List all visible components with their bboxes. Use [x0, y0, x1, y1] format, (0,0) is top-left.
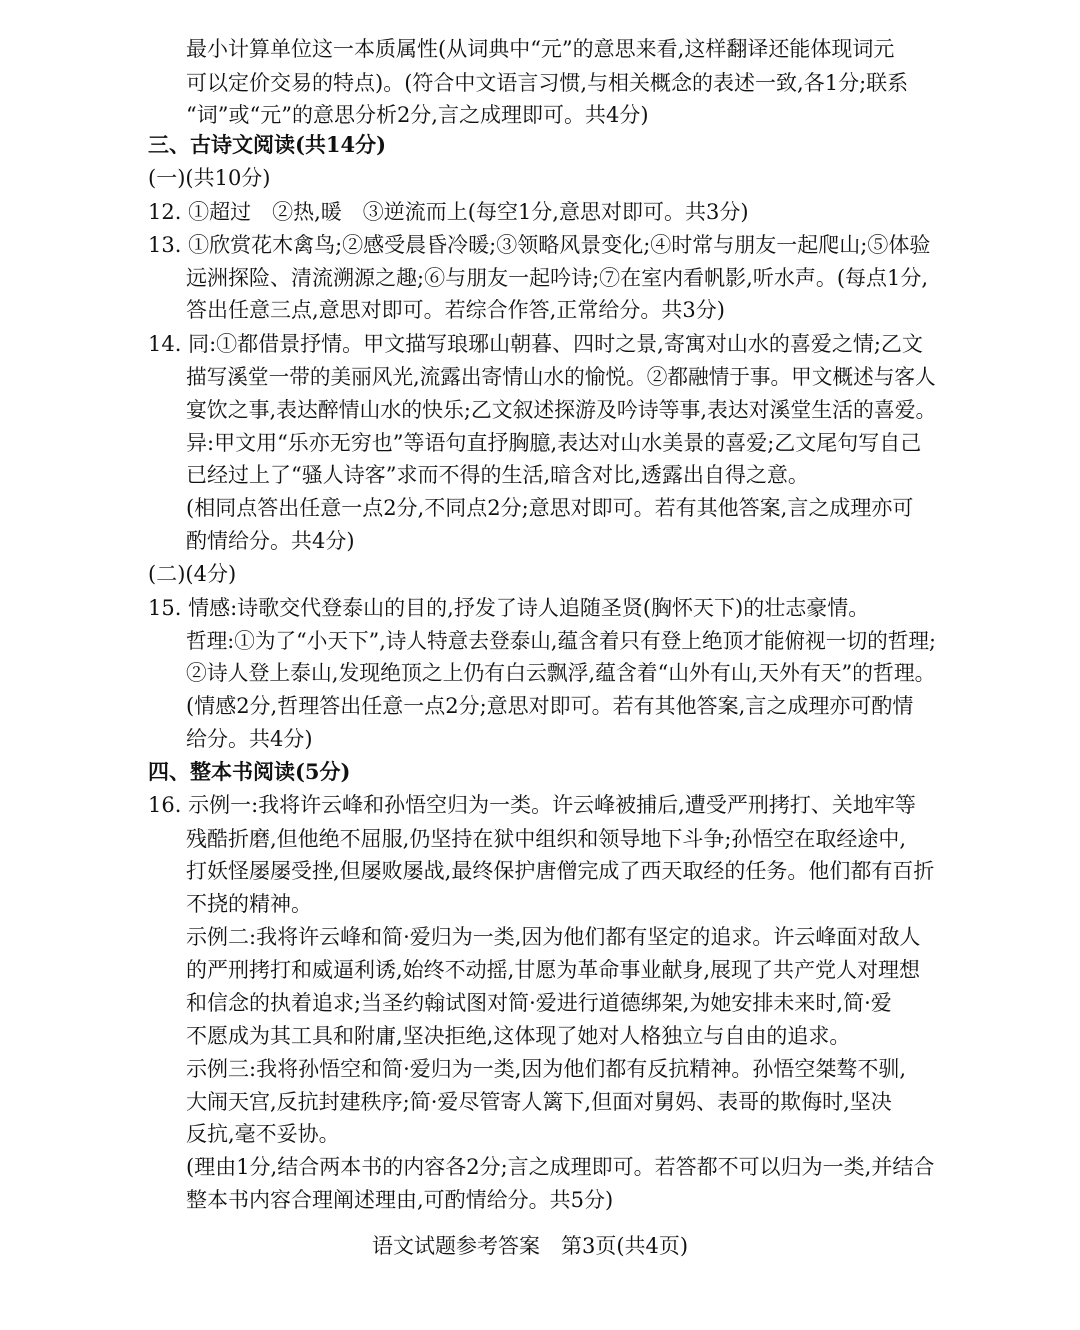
subsection-heading: (一)(共10分) [148, 166, 271, 190]
text-line: 示例二:我将许云峰和简·爱归为一类,因为他们都有坚定的追求。许云峰面对敌人 [186, 925, 921, 949]
answer-line: 14. 同:①都借景抒情。甲文描写琅琊山朝暮、四时之景,寄寓对山水的喜爱之情;乙文 [148, 332, 923, 356]
text-line: 酌情给分。共4分) [186, 529, 355, 553]
text-line: 可以定价交易的特点)。(符合中文语言习惯,与相关概念的表述一致,各1分;联系 [186, 71, 909, 95]
text-line: 和信念的执着追求;当圣约翰试图对简·爱进行道德绑架,为她安排未来时,简·爱 [186, 991, 892, 1015]
text-line: 宴饮之事,表达醉情山水的快乐;乙文叙述探游及吟诗等事,表达对溪堂生活的喜爱。 [186, 398, 937, 422]
text-line: 的严刑拷打和威逼利诱,始终不动摇,甘愿为革命事业献身,展现了共产党人对理想 [186, 958, 921, 982]
text-line: 远洲探险、清流溯源之趣;⑥与朋友一起吟诗;⑦在室内看帆影,听水声。(每点1分, [186, 266, 929, 290]
text-line: 残酷折磨,但他绝不屈服,仍坚持在狱中组织和领导地下斗争;孙悟空在取经途中, [186, 827, 907, 851]
answer-line: 16. 示例一:我将许云峰和孙悟空归为一类。许云峰被捕后,遭受严刑拷打、关地牢等 [148, 793, 916, 817]
text-line: 示例三:我将孙悟空和简·爱归为一类,因为他们都有反抗精神。孙悟空桀骜不驯, [186, 1057, 907, 1081]
text-line: (理由1分,结合两本书的内容各2分;言之成理即可。若答都不可以归为一类,并结合 [186, 1155, 935, 1179]
text-line: 哲理:①为了“小天下”,诗人特意去登泰山,蕴含着只有登上绝顶才能俯视一切的哲理; [186, 629, 936, 653]
answer-line: 13. ①欣赏花木禽鸟;②感受晨昏冷暖;③领略风景变化;④时常与朋友一起爬山;⑤体验 [148, 233, 931, 257]
page-footer: 语文试题参考答案 第3页(共4页) [372, 1234, 689, 1258]
text-line: 已经过上了“骚人诗客”求而不得的生活,暗含对比,透露出自得之意。 [186, 463, 809, 487]
subsection-heading: (二)(4分) [148, 562, 237, 586]
text-line: ②诗人登上泰山,发现绝顶之上仍有白云飘浮,蕴含着“山外有山,天外有天”的哲理。 [186, 661, 936, 685]
text-line: 打妖怪屡屡受挫,但屡败屡战,最终保护唐僧完成了西天取经的任务。他们都有百折 [186, 859, 935, 883]
text-line: 异:甲文用“乐亦无穷也”等语句直抒胸臆,表达对山水美景的喜爱;乙文尾句写自己 [186, 431, 922, 455]
text-line: 不挠的精神。 [186, 892, 312, 916]
text-line: 给分。共4分) [186, 727, 313, 751]
text-line: 答出任意三点,意思对即可。若综合作答,正常给分。共3分) [186, 298, 725, 322]
text-line: 反抗,毫不妥协。 [186, 1122, 340, 1146]
text-line: 整本书内容合理阐述理由,可酌情给分。共5分) [186, 1188, 614, 1212]
section-heading: 三、古诗文阅读(共14分) [148, 132, 387, 157]
text-line: (相同点答出任意一点2分,不同点2分;意思对即可。若有其他答案,言之成理亦可 [186, 496, 914, 520]
text-line: 最小计算单位这一本质属性(从词典中“元”的意思来看,这样翻译还能体现词元 [186, 37, 895, 61]
text-line: “词”或“元”的意思分析2分,言之成理即可。共4分) [186, 103, 649, 127]
text-line: 大闹天宫,反抗封建秩序;简·爱尽管寄人篱下,但面对舅妈、表哥的欺侮时,坚决 [186, 1090, 892, 1114]
answer-line: 12. ①超过 ②热,暖 ③逆流而上(每空1分,意思对即可。共3分) [148, 200, 749, 224]
text-line: 描写溪堂一带的美丽风光,流露出寄情山水的愉悦。②都融情于事。甲文概述与客人 [186, 365, 936, 389]
text-line: (情感2分,哲理答出任意一点2分;意思对即可。若有其他答案,言之成理亦可酌情 [186, 694, 914, 718]
answer-line: 15. 情感:诗歌交代登泰山的目的,抒发了诗人追随圣贤(胸怀天下)的壮志豪情。 [148, 596, 870, 620]
text-line: 不愿成为其工具和附庸,坚决拒绝,这体现了她对人格独立与自由的追求。 [186, 1024, 851, 1048]
section-heading: 四、整本书阅读(5分) [148, 759, 351, 784]
